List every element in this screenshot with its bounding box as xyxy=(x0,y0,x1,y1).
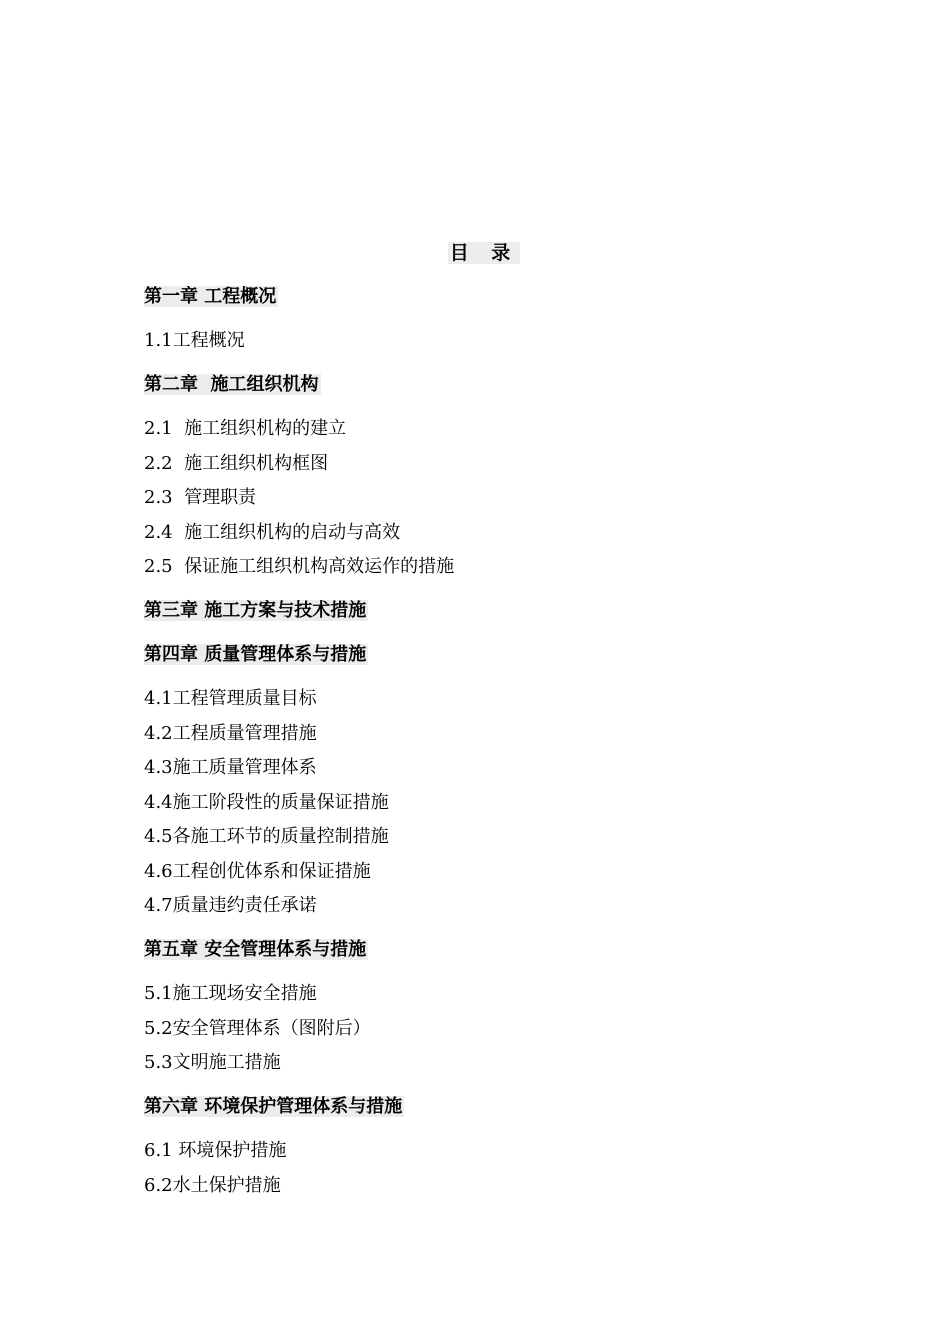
toc-section-4-4[interactable]: 4.4施工阶段性的质量保证措施 xyxy=(144,791,389,813)
toc-section-2-4[interactable]: 2.4 施工组织机构的启动与高效 xyxy=(144,521,401,543)
toc-section-2-2[interactable]: 2.2 施工组织机构框图 xyxy=(144,452,329,474)
toc-chapter-5[interactable]: 第五章 安全管理体系与措施 xyxy=(144,939,367,960)
toc-section-5-2[interactable]: 5.2安全管理体系（图附后） xyxy=(144,1017,371,1039)
toc-section-4-1[interactable]: 4.1工程管理质量目标 xyxy=(144,688,317,709)
toc-section-2-1[interactable]: 2.1 施工组织机构的建立 xyxy=(144,418,347,439)
toc-section-6-1[interactable]: 6.1 环境保护措施 xyxy=(144,1140,287,1161)
toc-chapter-2[interactable]: 第二章 施工组织机构 xyxy=(144,374,319,395)
table-of-contents xyxy=(144,284,844,1207)
toc-chapter-6[interactable]: 第六章 环境保护管理体系与措施 xyxy=(144,1096,403,1117)
toc-section-4-6[interactable]: 4.6工程创优体系和保证措施 xyxy=(144,860,371,882)
toc-chapter-3[interactable]: 第三章 施工方案与技术措施 xyxy=(144,600,367,621)
toc-section-4-2[interactable]: 4.2工程质量管理措施 xyxy=(144,722,317,744)
toc-section-6-2[interactable]: 6.2水土保护措施 xyxy=(144,1174,281,1196)
toc-section-4-7[interactable]: 4.7质量违约责任承诺 xyxy=(144,895,317,916)
toc-section-5-1[interactable]: 5.1施工现场安全措施 xyxy=(144,983,317,1004)
toc-title-text: 目 录 xyxy=(449,242,519,264)
toc-section-5-3[interactable]: 5.3文明施工措施 xyxy=(144,1052,281,1073)
toc-section-1-1[interactable]: 1.1工程概况 xyxy=(144,330,245,351)
toc-section-2-5[interactable]: 2.5 保证施工组织机构高效运作的措施 xyxy=(144,556,455,577)
toc-section-2-3[interactable]: 2.3 管理职责 xyxy=(144,487,257,508)
toc-section-4-3[interactable]: 4.3施工质量管理体系 xyxy=(144,757,317,778)
toc-chapter-4[interactable]: 第四章 质量管理体系与措施 xyxy=(144,644,367,665)
toc-section-4-5[interactable]: 4.5各施工环节的质量控制措施 xyxy=(144,826,389,847)
toc-chapter-1[interactable]: 第一章 工程概况 xyxy=(144,286,277,307)
toc-title xyxy=(0,240,950,266)
